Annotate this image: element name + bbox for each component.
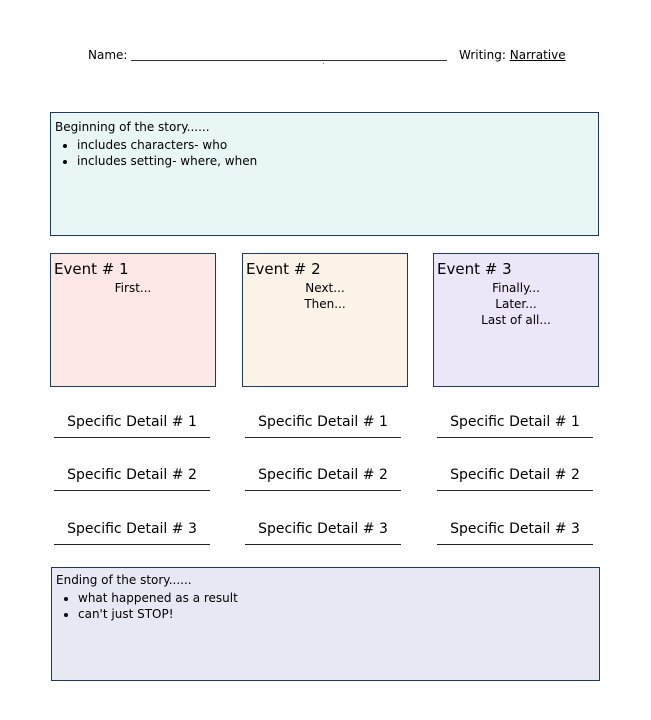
detail-line [54,544,210,545]
ending-title: Ending of the story...... [56,573,192,587]
detail-line [437,490,593,491]
event-title: Event # 2 [246,260,321,278]
detail-label: Specific Detail # 3 [67,521,197,537]
detail-line [245,490,401,491]
detail-2-3[interactable] [245,520,401,545]
name-field[interactable] [131,60,447,61]
name-label: Name: [88,48,128,62]
writing-type [459,48,566,62]
detail-line [437,544,593,545]
event-prompt: Last of all... [481,313,551,327]
detail-1-1[interactable] [54,413,210,438]
event-prompt: Later... [495,297,537,311]
event-prompt: Next... [305,281,345,295]
detail-line [54,437,210,438]
stray-mark [323,63,324,64]
event-prompts [246,280,407,312]
beginning-bullets [55,137,598,169]
detail-2-1[interactable] [245,413,401,438]
ending-box[interactable] [51,567,600,681]
detail-label: Specific Detail # 3 [258,521,388,537]
event-box-1[interactable] [50,253,216,387]
detail-line [245,544,401,545]
bullet-item: • includes setting- where, when [77,153,598,169]
detail-line [245,437,401,438]
detail-label: Specific Detail # 1 [67,414,197,430]
detail-3-3[interactable] [437,520,593,545]
detail-3-1[interactable] [437,413,593,438]
bullet-item: • what happened as a result [78,590,599,606]
bullet-item: • includes characters- who [77,137,598,153]
event-prompt: First... [114,281,152,295]
writing-label: Writing: [459,48,506,62]
detail-label: Specific Detail # 3 [450,521,580,537]
detail-3-2[interactable] [437,466,593,491]
detail-1-2[interactable] [54,466,210,491]
event-prompt: Then... [304,297,346,311]
detail-2-2[interactable] [245,466,401,491]
detail-label: Specific Detail # 1 [258,414,388,430]
detail-line [54,490,210,491]
detail-1-3[interactable] [54,520,210,545]
detail-line [437,437,593,438]
detail-label: Specific Detail # 2 [67,467,197,483]
event-title: Event # 1 [54,260,129,278]
event-box-2[interactable] [242,253,408,387]
detail-label: Specific Detail # 2 [258,467,388,483]
bullet-item: • can't just STOP! [78,606,599,622]
event-prompts [54,280,215,296]
event-box-3[interactable] [433,253,599,387]
beginning-box[interactable] [50,112,599,236]
beginning-title: Beginning of the story...... [55,120,210,134]
event-prompt: Finally... [492,281,540,295]
event-title: Event # 3 [437,260,512,278]
detail-label: Specific Detail # 1 [450,414,580,430]
detail-label: Specific Detail # 2 [450,467,580,483]
ending-bullets [56,590,599,622]
event-prompts [437,280,598,328]
writing-value: Narrative [509,48,566,62]
